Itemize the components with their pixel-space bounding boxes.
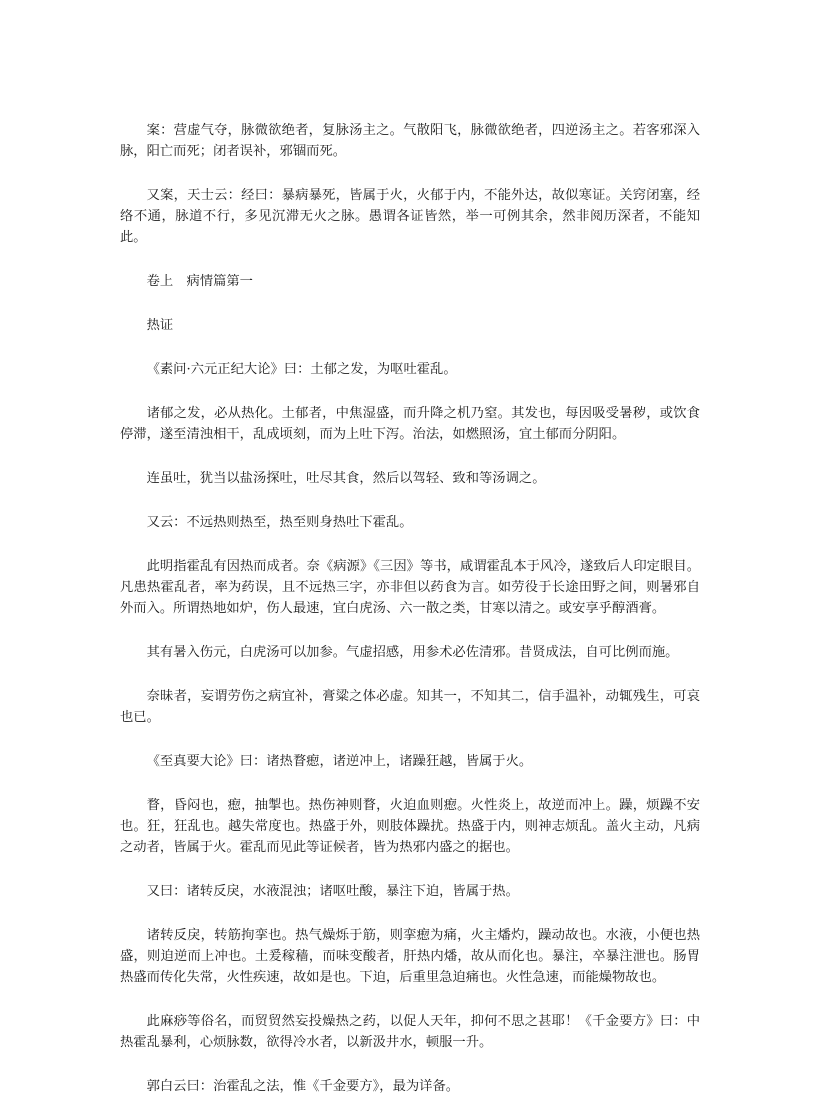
section-heading: 热证 <box>146 318 174 333</box>
volume-heading: 卷上 病情篇第一 <box>146 274 253 289</box>
paragraph-quote-1: 《素问·六元正纪大论》曰：土郁之发，为呕吐霍乱。 <box>146 362 457 377</box>
paragraph-quote-4: 又曰：诸转反戾，水液混浊；诸呕吐酸，暴注下迫，皆属于热。 <box>146 884 519 899</box>
paragraph-quote-3: 《至真要大论》曰：诸热瞀瘛，诸逆冲上，诸躁狂越，皆属于火。 <box>146 754 533 769</box>
paragraph-explanation-3: 此明指霍乱有因热而成者。奈《病源》《三因》等书，咸谓霍乱本于风冷，遂致后人印定眼目。凡患热霍乱者，率为药误，且不远热三字，亦非但以药食为言。如劳役于长途田野之间，则暑邪自外而入。所谓热地如炉，伤人最速，宜白虎汤、六一散之类，甘寒以清之。或安享乎醇酒膏。 <box>120 559 700 616</box>
paragraph-explanation-6: 瞀，昏闷也，瘛，抽掣也。热伤神则瞀，火迫血则瘛。火性炎上，故逆而冲上。躁，烦躁不安也。狂，狂乱也。越失常度也。热盛于外，则肢体躁扰。热盛于内，则神志烦乱。盖火主动，凡病之动者，皆属于火。霍乱而见此等证候者，皆为热邪内盛之的据也。 <box>120 798 700 855</box>
paragraph-explanation-4: 其有暑入伤元，白虎汤可以加参。气虚招感，用参术必佐清邪。昔贤成法，自可比例而施。 <box>146 645 679 660</box>
paragraph-commentary-1: 案：营虚气夺，脉微欲绝者，复脉汤主之。气散阳飞，脉微欲绝者，四逆汤主之。若客邪深入脉，阳亡而死；闭者误补，邪锢而死。 <box>120 123 700 159</box>
paragraph-explanation-7: 诸转反戾，转筋拘挛也。热气燥烁于筋，则挛瘛为痛，火主燔灼，躁动故也。水液，小便也热盛，则迫逆而上冲也。土爰稼穑，而味变酸者，肝热内燔，故从而化也。暴注，卒暴注泄也。肠胃热盛而传化失常，火性疾速，故如是也。下迫，后重里急迫痛也。火性急速，而能燥物故也。 <box>120 928 700 985</box>
paragraph-quote-2: 又云：不远热则热至，热至则身热吐下霍乱。 <box>146 515 413 530</box>
paragraph-explanation-2: 连虽吐，犹当以盐汤探吐，吐尽其食，然后以驾轻、致和等汤调之。 <box>146 471 546 486</box>
paragraph-explanation-8: 此麻痧等俗名，而贸贸然妄投燥热之药，以促人天年，抑何不思之甚耶！《千金要方》曰：中热霍乱暴利，心烦脉数，欲得冷水者，以新汲井水，顿服一升。 <box>120 1014 700 1050</box>
paragraph-explanation-1: 诸郁之发，必从热化。土郁者，中焦湿盛，而升降之机乃窒。其发也，每因吸受暑秽，或饮食停滞，遂至清浊相干，乱成顷刻，而为上吐下泻。治法，如燃照汤，宜土郁而分阴阳。 <box>120 406 700 442</box>
paragraph-quote-5: 郭白云曰：治霍乱之法，惟《千金要方》，最为详备。 <box>146 1079 460 1094</box>
paragraph-explanation-5: 奈昧者，妄谓劳伤之病宜补，膏粱之体必虚。知其一，不知其二，信手温补，动辄残生，可哀也已。 <box>120 689 700 725</box>
document-body <box>120 120 700 1120</box>
paragraph-commentary-2: 又案，天士云：经曰：暴病暴死，皆属于火，火郁于内，不能外达，故似寒证。关窍闭塞，经络不通，脉道不行，多见沉滞无火之脉。愚谓各证皆然，举一可例其余，然非阅历深者，不能知此。 <box>120 188 700 245</box>
